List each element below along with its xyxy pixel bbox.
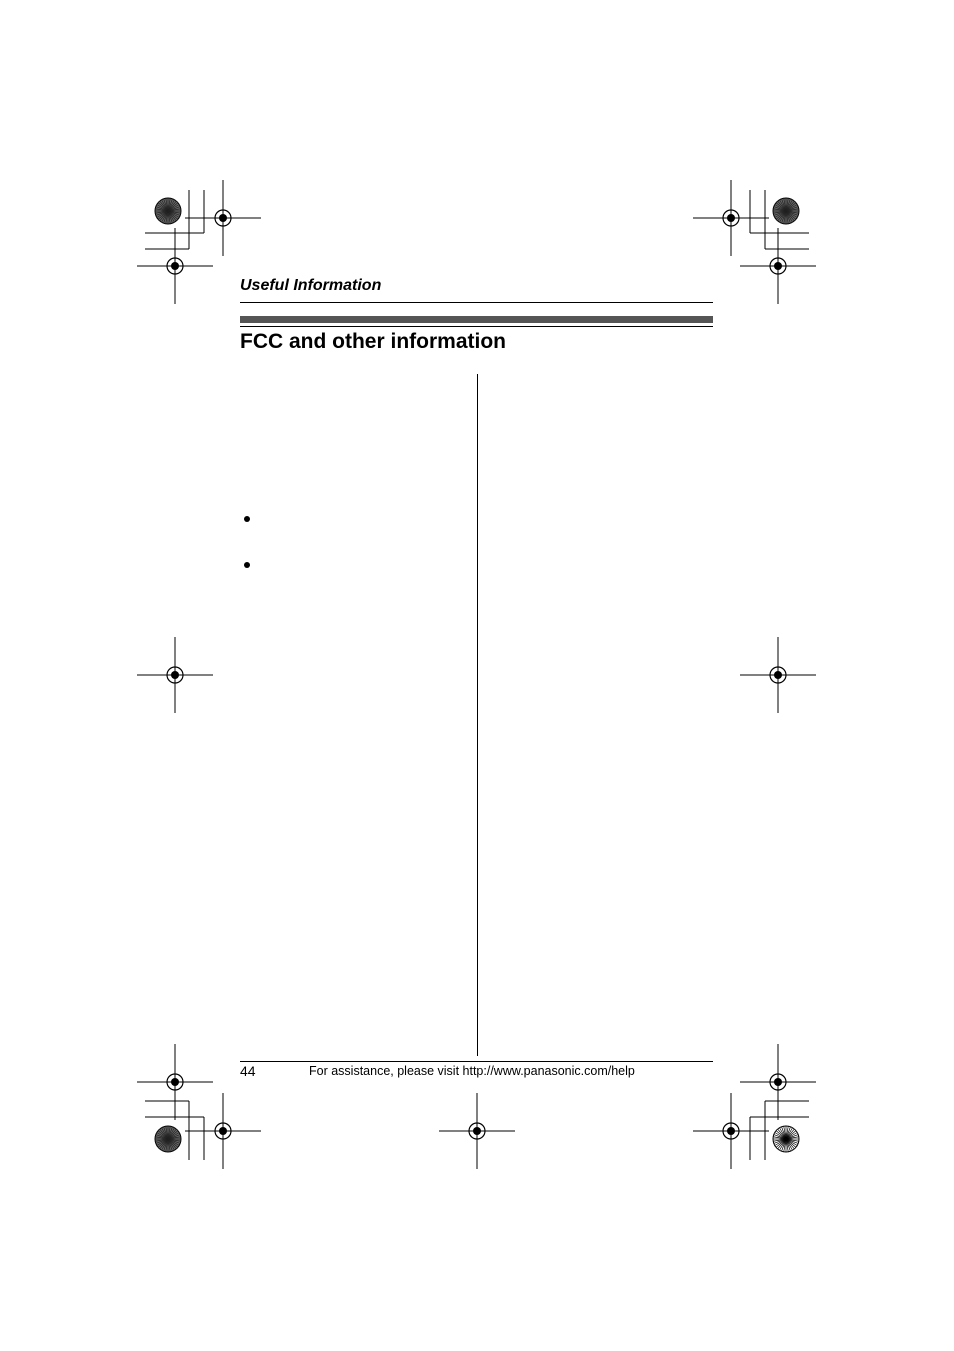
header-rule: [240, 302, 713, 303]
page-number: 44: [240, 1063, 256, 1079]
section-label: Useful Information: [240, 277, 382, 294]
registration-mark-dot: [171, 262, 179, 270]
title-band-underline: [240, 326, 713, 327]
registration-mark-dot: [171, 1078, 179, 1086]
page-title: FCC and other information: [240, 330, 506, 353]
bullet-point-2: [244, 562, 250, 568]
registration-mark-dot: [727, 1127, 735, 1135]
registration-mark-dot: [774, 262, 782, 270]
registration-mark-dot: [774, 671, 782, 679]
column-divider: [477, 374, 478, 1056]
title-band: [240, 316, 713, 323]
registration-mark-dot: [774, 1078, 782, 1086]
registration-mark-dot: [219, 1127, 227, 1135]
footer-rule: [240, 1061, 713, 1062]
registration-mark-dot: [473, 1127, 481, 1135]
registration-mark-dot: [171, 671, 179, 679]
registration-mark-dot: [219, 214, 227, 222]
registration-mark-dot: [727, 214, 735, 222]
footer-assistance-text: For assistance, please visit http://www.panasonic.com/help: [309, 1064, 635, 1078]
bullet-point-1: [244, 516, 250, 522]
